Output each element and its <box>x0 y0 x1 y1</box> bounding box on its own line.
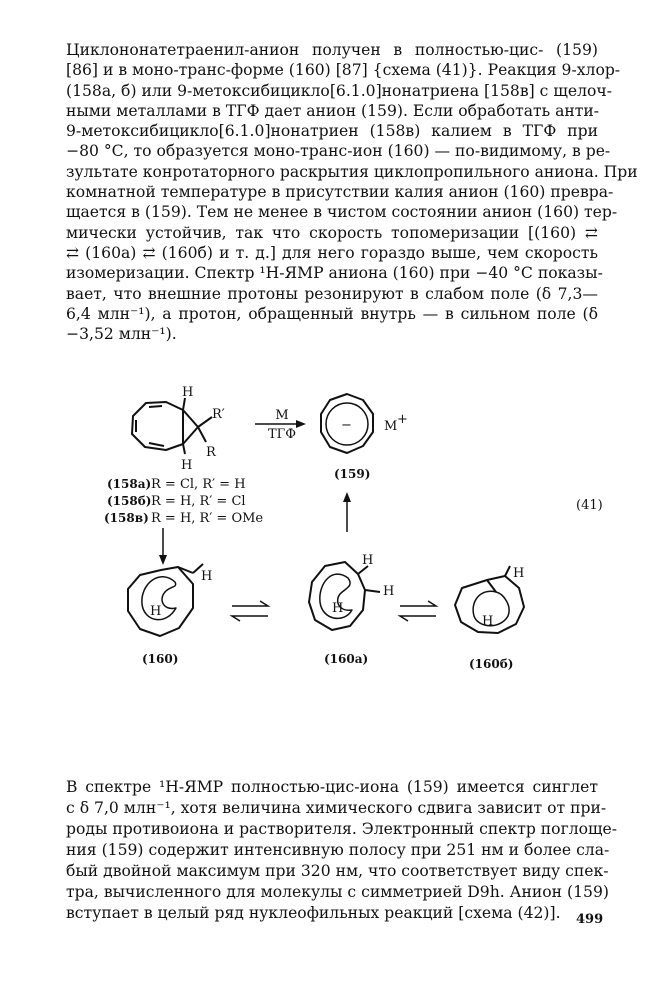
text-line: 9-метоксибицикло[6.1.0]нонатриен (158в) калием в ТГФ при <box>66 122 598 141</box>
compound-160-structure <box>128 564 203 636</box>
text-line: зультате конротаторного раскрытия циклопропильного аниона. При <box>66 162 638 181</box>
text-line: ния (159) содержит интенсивную полосу при 251 нм и более сла- <box>66 841 610 859</box>
text-line: бый двойной максимум при 320 нм, что соответствует виду спек- <box>66 862 609 880</box>
paragraph-1 <box>66 40 638 344</box>
text-line: роды противоиона и растворителя. Электронный спектр поглоще- <box>66 820 618 838</box>
text-line: вступает в целый ряд нуклеофильных реакций [схема (42)]. <box>66 904 561 922</box>
reaction-scheme <box>0 370 669 690</box>
compound-158-structure <box>132 398 212 454</box>
compound-label-160a: (160а) <box>324 652 369 666</box>
atom-label-h: H <box>383 584 395 599</box>
text-line: вает, что внешние протоны резонируют в слабом поле (δ 7,3— <box>66 284 598 303</box>
text-line: комнатной температуре в присутствии калия анион (160) превра- <box>66 183 614 202</box>
text-line: 6,4 млн⁻¹), а протон, обращенный внутрь — в сильном поле (δ <box>66 304 598 323</box>
substituents-158b: R = H, R′ = Cl <box>151 494 246 509</box>
atom-label-h: H <box>513 566 525 581</box>
substituents-158c: R = H, R′ = OMe <box>151 511 264 526</box>
atom-label-h: H <box>182 385 194 400</box>
compound-label-160b: (160б) <box>469 657 514 671</box>
compound-label-158c: (158в) <box>104 511 149 525</box>
text-line: мически устойчив, так что скорость топомеризации [(160) ⇄ <box>66 223 598 242</box>
equilibrium-arrows <box>232 601 268 621</box>
text-line: тра, вычисленного для молекулы с симметрией D9h. Анион (159) <box>66 883 609 901</box>
substituents-158a: R = Cl, R′ = H <box>151 477 246 492</box>
text-line: (158а, б) или 9-метоксибицикло[6.1.0]нонатриена [158в] с щелоч- <box>66 81 612 100</box>
cation-label: M <box>384 419 398 434</box>
text-line: [86] и в моно-транс-форме (160) [87] {схема (41)}. Реакция 9-хлор- <box>66 61 621 80</box>
scheme-number: (41) <box>576 498 603 513</box>
atom-label-h: H <box>362 553 374 568</box>
atom-label-r: R <box>206 445 216 460</box>
atom-label-h-inner: H <box>482 614 494 629</box>
compound-label-159: (159) <box>334 467 371 481</box>
text-line: −3,52 млн⁻¹). <box>66 325 177 344</box>
page-number: 499 <box>576 912 604 927</box>
text-line: ⇄ (160а) ⇄ (160б) и т. д.] для него гораздо выше, чем скорость <box>66 243 598 262</box>
anion-charge: − <box>341 418 352 433</box>
atom-label-r-prime: R′ <box>212 407 225 422</box>
atom-label-h-inner: H <box>332 601 344 616</box>
cation-charge: + <box>397 412 408 427</box>
compound-label-158a: (158а) <box>107 477 152 491</box>
paragraph-2 <box>66 777 618 924</box>
atom-label-h-inner: H <box>150 604 162 619</box>
compound-label-160: (160) <box>142 652 179 666</box>
equilibrium-arrows <box>400 601 436 621</box>
compound-label-158b: (158б) <box>107 494 152 508</box>
text-line: с δ 7,0 млн⁻¹, хотя величина химического сдвига зависит от при- <box>66 799 607 817</box>
atom-label-h: H <box>181 458 193 473</box>
arrow-down <box>159 528 167 565</box>
text-line: щается в (159). Тем не менее в чистом состоянии анион (160) тер- <box>66 203 618 222</box>
atom-label-h: H <box>201 569 213 584</box>
text-line: Циклононатетраенил-анион получен в полностью-цис- (159) <box>66 41 598 59</box>
text-line: ными металлами в ТГФ дает анион (159). Если обработать анти- <box>66 101 600 120</box>
solvent-label: ТГФ <box>267 427 297 442</box>
text-line: изомеризации. Спектр ¹Н-ЯМР аниона (160) при −40 °С показы- <box>66 264 603 283</box>
reagent-label: M <box>275 408 289 423</box>
text-line: В спектре ¹Н-ЯМР полностью-цис-иона (159) имеется синглет <box>66 778 598 796</box>
arrow-up <box>343 492 351 532</box>
compound-160a-structure <box>309 562 380 630</box>
text-line: −80 °С, то образуется моно-транс-ион (160) — по-видимому, в ре- <box>66 142 611 161</box>
